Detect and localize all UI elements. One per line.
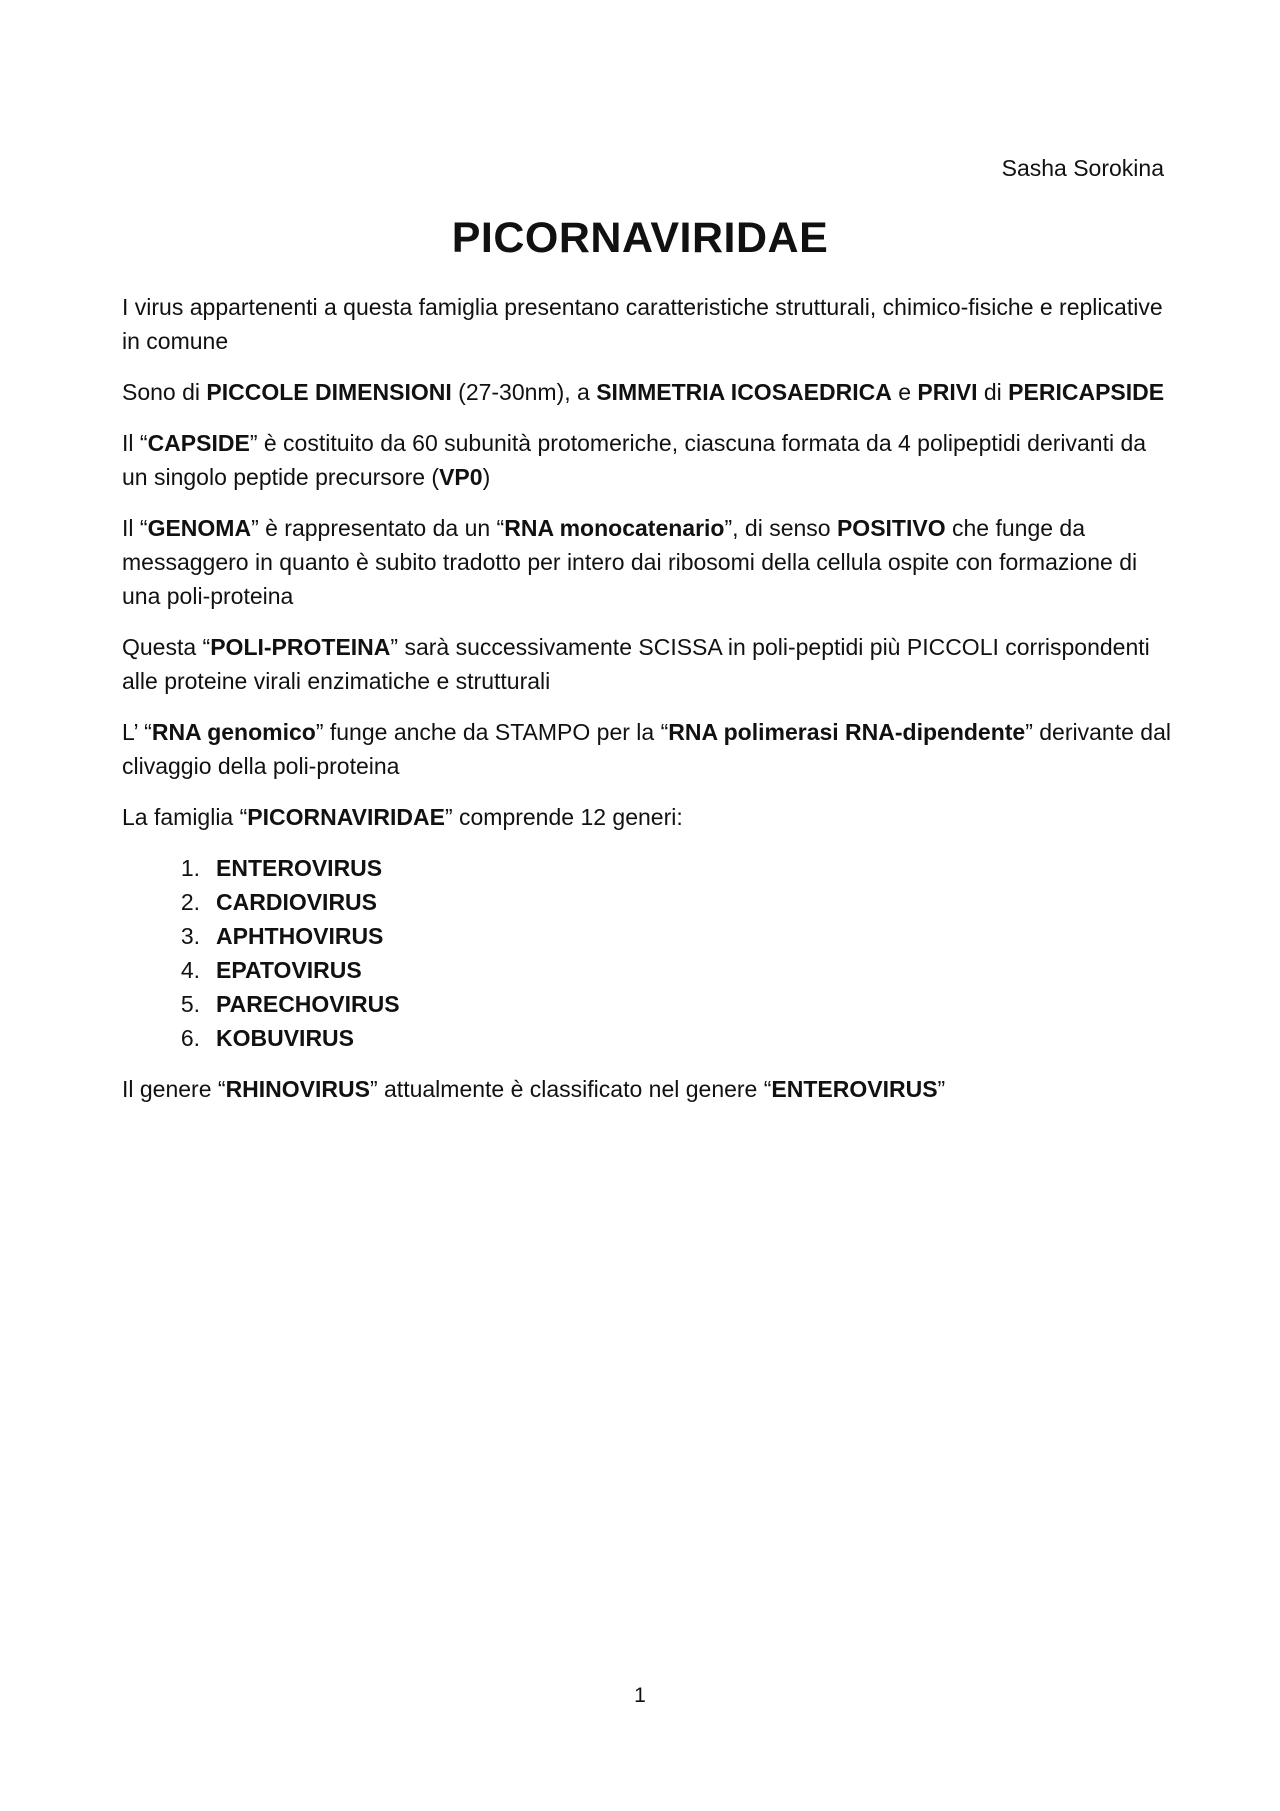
paragraph <box>122 800 1172 834</box>
bold-text: VP0 <box>439 464 483 490</box>
genera-list <box>122 851 1172 1055</box>
bold-text: PRIVI <box>917 379 978 405</box>
paragraph <box>122 426 1172 494</box>
text-run: Questa “ <box>122 634 211 660</box>
text-run: L’ “ <box>122 719 152 745</box>
text-run: (27-30nm), a <box>451 379 597 405</box>
list-item <box>162 885 1172 919</box>
text-run: ” attualmente è classificato nel genere “ <box>369 1076 772 1102</box>
list-item <box>162 987 1172 1021</box>
paragraph <box>122 715 1172 783</box>
paragraph <box>122 511 1172 613</box>
list-item-number: 4. <box>180 957 200 983</box>
bold-text: CAPSIDE <box>147 430 250 456</box>
text-run: Il “ <box>122 430 148 456</box>
bold-text: POLI-PROTEINA <box>210 634 391 660</box>
text-run: e <box>891 379 918 405</box>
text-run: ” sarà successivamente SCISSA in poli-peptidi più PICCOLI corrispondenti alle proteine virali enzimatiche e strutturali <box>122 634 1150 694</box>
bold-text: RNA polimerasi RNA-dipendente <box>668 719 1026 745</box>
author-name: Sasha Sorokina <box>1001 155 1164 181</box>
bold-text: RHINOVIRUS <box>225 1076 370 1102</box>
text-run: Il “ <box>122 515 148 541</box>
text-run: di <box>977 379 1009 405</box>
list-item-number: 2. <box>180 889 200 915</box>
genus-name: KOBUVIRUS <box>216 1025 355 1051</box>
paragraph <box>122 290 1172 358</box>
text-run: ” funge anche da STAMPO per la “ <box>315 719 669 745</box>
genus-name: EPATOVIRUS <box>216 957 362 983</box>
text-run: Il genere “ <box>122 1076 226 1102</box>
bold-text: PERICAPSIDE <box>1008 379 1165 405</box>
text-run: ” derivante dal clivaggio della poli-proteina <box>122 719 1171 779</box>
text-run: ” è rappresentato da un “ <box>251 515 505 541</box>
closing-paragraph <box>122 1072 1172 1106</box>
list-item-number: 6. <box>180 1025 200 1051</box>
bold-text: RNA genomico <box>151 719 316 745</box>
text-run: ” è costituito da 60 subunità protomeriche, ciascuna formata da 4 polipeptidi derivanti da un singolo peptide precursore ( <box>122 430 1147 490</box>
bold-text: RNA monocatenario <box>504 515 725 541</box>
bold-text: GENOMA <box>147 515 252 541</box>
bold-text: ENTEROVIRUS <box>771 1076 938 1102</box>
list-item <box>162 851 1172 885</box>
text-run: ) <box>482 464 491 490</box>
text-run: ”, di senso <box>724 515 837 541</box>
paragraph <box>122 375 1172 409</box>
bold-text: PICORNAVIRIDAE <box>247 804 445 830</box>
text-run: Sono di <box>122 379 207 405</box>
text-run: I virus appartenenti a questa famiglia presentano caratteristiche strutturali, chimico-fisiche e replicative in comune <box>122 294 1163 354</box>
bold-text: SIMMETRIA ICOSAEDRICA <box>596 379 892 405</box>
bold-text: PICCOLE DIMENSIONI <box>206 379 452 405</box>
genus-name: PARECHOVIRUS <box>216 991 400 1017</box>
text-run: ” <box>937 1076 946 1102</box>
text-run: La famiglia “ <box>122 804 248 830</box>
list-item <box>162 919 1172 953</box>
list-item <box>162 1021 1172 1055</box>
document-body <box>122 290 1172 1123</box>
bold-text: POSITIVO <box>836 515 946 541</box>
paragraph <box>122 630 1172 698</box>
list-item-number: 1. <box>180 855 200 881</box>
genus-name: CARDIOVIRUS <box>216 889 378 915</box>
list-item <box>162 953 1172 987</box>
paragraphs <box>122 290 1172 834</box>
text-run: ” comprende 12 generi: <box>444 804 683 830</box>
list-item-number: 5. <box>180 991 200 1017</box>
genus-name: APHTHOVIRUS <box>216 923 384 949</box>
text-run: che funge da messaggero in quanto è subito tradotto per intero dai ribosomi della cellula ospite con formazione di una poli-proteina <box>122 515 1138 609</box>
document-title: PICORNAVIRIDAE <box>451 214 829 262</box>
page-number: 1 <box>634 1684 646 1707</box>
genus-name: ENTEROVIRUS <box>216 855 383 881</box>
list-item-number: 3. <box>180 923 200 949</box>
